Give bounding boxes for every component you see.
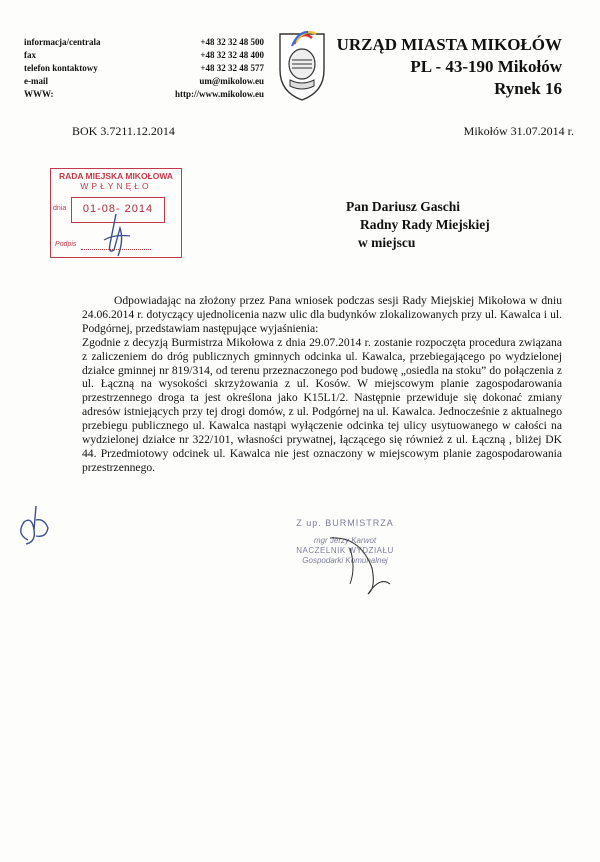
- official-stamp-line: mgr Jerzy Karwot: [313, 536, 377, 545]
- stamp-signature-label: Podpis: [55, 241, 77, 248]
- official-stamp-line: NACZELNIK WYDZIAŁU: [296, 546, 394, 555]
- body-paragraph: Odpowiadając na złożony przez Pana wniosek podczas sesji Rady Miejskiej Mikołowa w dniu 24.06.2014 r. dotyczący ujednolicenia nazw ulic dla budynków zlokalizowanych przy ul. Kawalca i ul. Podgórnej, przedstawiam następujące wyjaśnienia:: [82, 294, 562, 335]
- contact-value: um@mikolow.eu: [199, 76, 264, 86]
- contact-label: telefon kontaktowy: [24, 63, 98, 73]
- letter-date: Mikołów 31.07.2014 r.: [463, 124, 574, 138]
- contact-labels: [24, 36, 100, 101]
- contact-label: informacja/centrala: [24, 37, 101, 47]
- addressee-name: Pan Dariusz Gaschi: [346, 199, 461, 214]
- addressee-location: w miejscu: [358, 235, 416, 250]
- body-paragraph: Zgodnie z decyzją Burmistrza Mikołowa z dnia 29.07.2014 r. zostanie rozpoczęta procedura związana z zaliczeniem do dróg publicznych gminnych odcinka ul. Kawalca, przebiegającego po wydzielonej działce gminnej nr 819/314, od terenu przeznaczonego pod budowę „osiedla na stoku” do połączenia z ul. Łączną na wysokości skrzyżowania z ul. Kosów. W miejscowym planie zagospodarowania przestrzennego droga ta jest określona jako K15L1/2. Następnie przewiduje się dokonać zmiany adresów istniejących przy tej drogi domów, z ul. Podgórnej na ul. Kawalca. Jednocześnie z aktualnego przebiegu publicznego ul. Kawalca nastąpi wyłączenie odcinka tej ulicy usytuowanego w całości na wydzielonej działce nr 322/101, własności prywatnej, łączącego się również z ul. Łączną , bliżej DK 44. Przedmiotowy odcinek ul. Kawalca nie jest oznaczony w miejscowym planie zagospodarowania przestrzennego.: [82, 335, 562, 474]
- stamp-date: 01-08- 2014: [82, 203, 154, 215]
- handwritten-signature-icon: [100, 210, 140, 260]
- office-name: URZĄD MIASTA MIKOŁÓW: [336, 35, 562, 54]
- city-crest-icon: [272, 26, 332, 102]
- stamp-subtitle: WPŁYNĘŁO: [80, 181, 152, 191]
- contact-label: WWW:: [24, 89, 54, 99]
- contact-label: e-mail: [24, 76, 48, 86]
- office-header: [337, 34, 562, 100]
- office-street: Rynek 16: [494, 79, 562, 98]
- handwritten-initials-icon: [14, 500, 54, 548]
- reference-number: BOK 3.7211.12.2014: [72, 124, 175, 138]
- official-signature-icon: [320, 528, 400, 598]
- contact-value: +48 32 32 48 400: [200, 50, 264, 60]
- office-postal: PL - 43-190 Mikołów: [410, 57, 562, 76]
- official-stamp-line: Gospodarki Komunalnej: [302, 556, 388, 565]
- stamp-date-label: dnia: [53, 205, 67, 212]
- contact-value: +48 32 32 48 577: [200, 63, 264, 73]
- stamp-title: RADA MIEJSKA MIKOŁOWA: [58, 171, 174, 181]
- contact-value: +48 32 32 48 500: [200, 37, 264, 47]
- letter-body: [82, 294, 562, 475]
- contact-value: http://www.mikolow.eu: [174, 89, 264, 99]
- contact-label: fax: [24, 50, 36, 60]
- addressee-block: [346, 198, 490, 252]
- official-stamp-line: Z up. BURMISTRZA: [296, 518, 394, 528]
- contact-values: [160, 36, 264, 101]
- addressee-title: Radny Rady Miejskiej: [360, 217, 490, 232]
